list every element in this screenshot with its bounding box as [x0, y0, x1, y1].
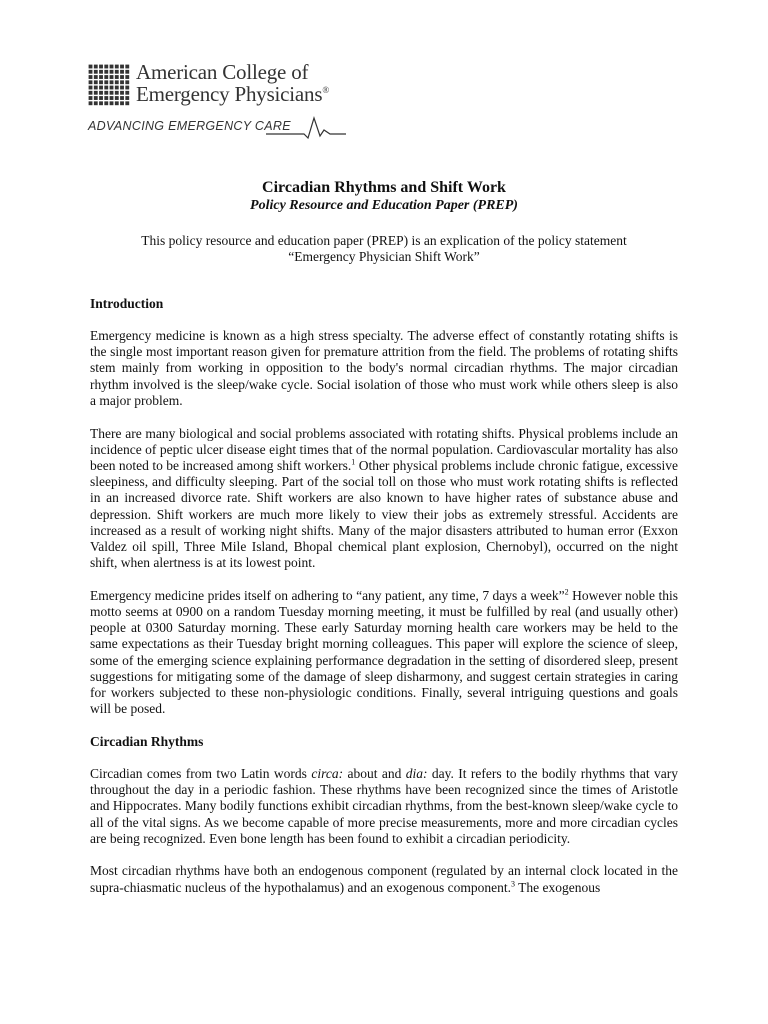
logo-tagline: ADVANCING EMERGENCY CARE [88, 119, 291, 133]
paragraph: Emergency medicine prides itself on adhering to “any patient, any time, 7 days a week”$^2$ However noble this motto seems at 0900 on a random Tuesday morning meeting, it must be fulfilled by real (and usually other) people at 0300 Saturday morning. These early Saturday morning health care workers may be held to the same expectations as their Tuesday bright morning colleagues. This paper will explore the science of sleep, some of the emerging science explaining performance degradation in the setting of disordered sleep, present suggestions for mitigating some of the damage of sleep disharmony, and suggest certain strategies in caring for workers subjected to these non-physiologic conditions. Finally, several intriguing questions and goals will be posed. [90, 587, 678, 717]
section-heading-introduction: Introduction [90, 296, 164, 311]
reference-marker: 1 [351, 457, 356, 467]
logo-grid-icon [88, 64, 130, 106]
reference-marker: 3 [511, 879, 516, 889]
paragraph: Most circadian rhythms have both an endogenous component (regulated by an internal clock located in the supra-chiasmatic nucleus of the hypothalamus) and an exogenous component.$^3$ The exogenous [90, 863, 678, 895]
document-title: Circadian Rhythms and Shift Work [262, 179, 506, 196]
document-subtitle: Policy Resource and Education Paper (PREP) [250, 198, 518, 213]
logo-org-line1: American College of [136, 60, 309, 84]
section-heading-circadian-rhythms: Circadian Rhythms [90, 733, 204, 749]
paragraph: Circadian comes from two Latin words circa: about and dia: day. It refers to the bodily rhythms that vary throughout the day in a periodic fashion. These rhythms have been recognized since the times of Aristotle and Hippocrates. Many bodily functions exhibit circadian rhythms, from the best-known sleep/wake cycle to all of the vital signs. As we become capable of more precise measurements, more and more circadian cycles are being recognized. Even bone length has been found to exhibit a circadian periodicity. [90, 765, 679, 846]
heartbeat-pulse-icon [266, 114, 346, 140]
logo-registered-mark: ® [322, 85, 329, 95]
prep-note [0, 233, 768, 265]
paragraph: There are many biological and social problems associated with rotating shifts. Physical problems include an incidence of peptic ulcer disease eight times that of the normal population. Cardiovascular mortality has also been noted to be increased among shift workers.$^1$ Other physical problems include chronic fatigue, excessive sleepiness, and difficulty sleeping. Part of the social toll on those who must work rotating shifts is reflected in an increased divorce rate. Shift workers are also known to have higher rates of substance abuse and depression. Shift workers are much more likely to view their jobs as extremely stressful. Accidents are increased as a result of working night shifts. Many of the major disasters attributed to human error (Exxon Valdez oil spill, Three Mile Island, Bhopal chemical plant explosion, Chernobyl), occurred on the night shift, when alertness is at its lowest point. [90, 425, 678, 571]
paragraph: Emergency medicine is known as a high stress specialty. The adverse effect of constantly rotating shifts is the single most important reason given for premature attrition from the field. The problems of rotating shifts stem mainly from working in opposition to the body's normal circadian rhythms. The major circadian rhythm involved is the sleep/wake cycle. Social isolation of those who must work while others sleep is also a major problem. [90, 328, 678, 408]
logo-org-line2: Emergency Physicians® [136, 82, 329, 106]
document-body [90, 296, 678, 896]
acep-logo [88, 60, 348, 140]
reference-marker: 2 [564, 587, 569, 597]
prep-note-line1: This policy resource and education paper (PREP) is an explication of the policy statement [141, 233, 627, 248]
prep-note-line2: “Emergency Physician Shift Work” [288, 249, 480, 264]
